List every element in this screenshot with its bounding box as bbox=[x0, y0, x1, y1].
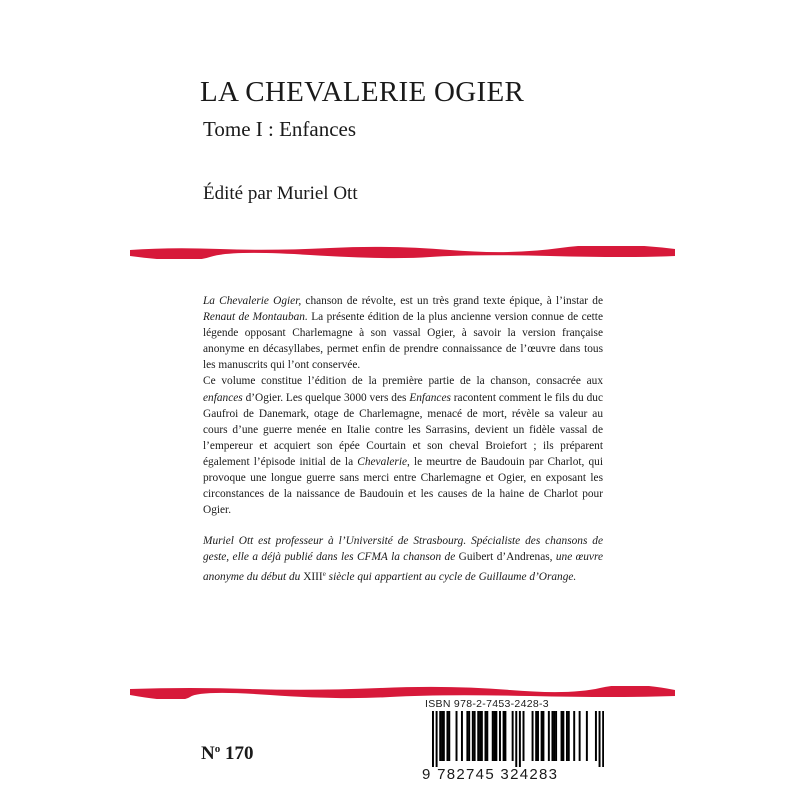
barcode-bar bbox=[562, 711, 564, 761]
barcode-bar bbox=[566, 711, 568, 761]
red-divider-top bbox=[130, 246, 675, 259]
barcode-bar bbox=[537, 711, 539, 761]
barcode-bar bbox=[499, 711, 501, 761]
barcode-bar bbox=[472, 711, 474, 761]
barcode-bar bbox=[436, 711, 438, 767]
barcode-bar bbox=[568, 711, 570, 761]
barcode-bar bbox=[515, 711, 517, 767]
barcode-bar bbox=[477, 711, 479, 761]
isbn-label: ISBN 978-2-7453-2428-3 bbox=[425, 698, 549, 710]
barcode-bar bbox=[456, 711, 458, 761]
barcode-bar bbox=[579, 711, 581, 761]
blurb-paragraph-2: Ce volume constitue l’édition de la première partie de la chanson, consacrée aux enfances d’Ogier. Les quelque 3000 vers des Enfances racontent comment le fils du duc Gaufroi de Danemark, otage de Charlemagne, menacé de mort, révèle sa valeur au cours d’une guerre menée en Italie contre les Sarrasins, devient un fidèle vassal de l’empereur et acquiert son épée Courtain et son cheval Broiefort ; ils préparent également l’épisode initial de la Chevalerie, le meurtre de Baudouin par Charlot, qui provoque une longue guerre sans merci entre Charlemagne et Ogier, en exposant les circonstances de la naissance de Baudouin et les causes de la haine de Charlot pour Ogier. bbox=[203, 375, 603, 517]
barcode-bar bbox=[542, 711, 544, 761]
barcode-bar bbox=[495, 711, 497, 761]
barcode-bar bbox=[448, 711, 450, 761]
barcode-bar bbox=[555, 711, 557, 761]
barcode-bar bbox=[523, 711, 525, 761]
barcode-bar bbox=[474, 711, 476, 761]
barcode-bar bbox=[492, 711, 494, 761]
ean-digits: 9 782745 324283 bbox=[422, 766, 559, 783]
blurb-paragraph-1: La Chevalerie Ogier, chanson de révolte, est un très grand texte épique, à l’instar de Renaut de Montauban. La présente édition de la plus ancienne version connue de cette légende opposant Charlemagne à son vassal Ogier, à savoir la version française anonyme en décasyllabes, permet enfin de prendre connaissance de l’œuvre dans tous les manuscrits qui l’ont conservée. bbox=[203, 295, 603, 372]
barcode-bar bbox=[586, 711, 588, 761]
barcode-bar bbox=[535, 711, 537, 761]
barcode-bar bbox=[441, 711, 443, 761]
barcode-bar bbox=[443, 711, 445, 761]
series-number: $N^o$ 170 bbox=[201, 743, 254, 764]
barcode-bar bbox=[479, 711, 481, 761]
barcode-bar bbox=[532, 711, 534, 761]
barcode-bar bbox=[519, 711, 521, 767]
barcode-bar bbox=[439, 711, 441, 761]
barcode-bar bbox=[599, 711, 601, 767]
barcode-bar bbox=[486, 711, 488, 761]
book-title: LA CHEVALERIE OGIER bbox=[200, 76, 525, 108]
barcode bbox=[432, 711, 604, 767]
barcode-bar bbox=[541, 711, 543, 761]
book-subtitle: Tome I : Enfances bbox=[203, 117, 357, 141]
barcode-bar bbox=[466, 711, 468, 761]
barcode-bar bbox=[481, 711, 483, 761]
barcode-bar bbox=[553, 711, 555, 761]
barcode-bar bbox=[504, 711, 506, 761]
barcode-bar bbox=[595, 711, 597, 761]
barcode-bar bbox=[461, 711, 463, 761]
barcode-bar bbox=[494, 711, 496, 761]
author-bio: Muriel Ott est professeur à l’Université de Strasbourg. Spécialiste des chansons de geste, elle a déjà publié dans les CFMA la chanson de Guibert d’Andrenas, une œuvre anonyme du début du XIIIe siècle qui appartient au cycle de Guillaume d’Orange. bbox=[203, 535, 603, 583]
barcode-bar bbox=[551, 711, 553, 761]
barcode-bar bbox=[446, 711, 448, 761]
blurb bbox=[203, 293, 603, 585]
barcode-bar bbox=[485, 711, 487, 761]
barcode-bar bbox=[512, 711, 514, 761]
book-editor: Édité par Muriel Ott bbox=[203, 183, 358, 204]
barcode-bar bbox=[503, 711, 505, 761]
barcode-bar bbox=[432, 711, 434, 767]
barcode-bar bbox=[602, 711, 604, 767]
barcode-bar bbox=[468, 711, 470, 761]
barcode-bar bbox=[561, 711, 563, 761]
barcode-bar bbox=[573, 711, 575, 761]
barcode-bar bbox=[548, 711, 550, 761]
